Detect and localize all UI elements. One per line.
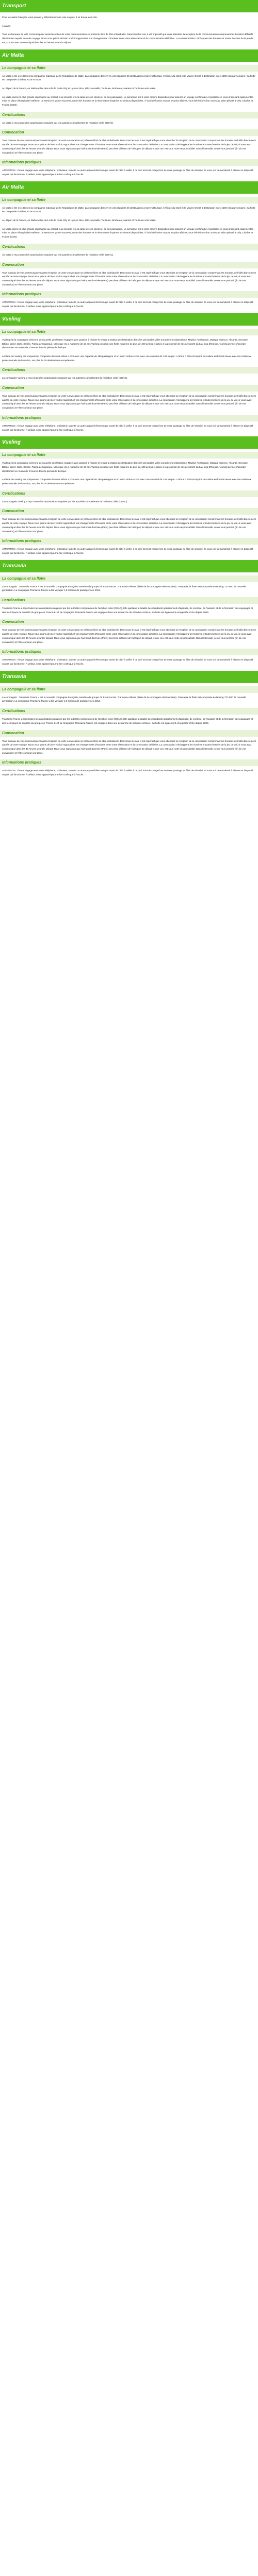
subsection-header: Convocation [0,129,258,136]
airline-section [0,181,258,309]
body-paragraph: La flotte de Vueling est uniquement composée d'avions Airbus A 320 avec une capacité de 180 passagers et un avion Airbus A 319 avec une capacité de 144 sièges. L'Airbus A 320 est équipé de cabine en format mieux avec de nombreux professionnels de l'aviation, sur plus de 20 destinations européennes. [2,354,251,362]
body-paragraph: ATTENTION : Il vous engage avec votre téléphone, ordinateur, tablette ou autre appareil électronique avant de bâtir à veiller à ce qu'il soit soit chargé lors de votre passage au filtre de sécurité. Si vous voir demanderait à allumer et dispositif ou pas qui fonctionne. À défaut, votre appareil pourra être confisqué à l'accès. [2,548,253,554]
subsection-header: Convocation [0,385,258,392]
info-group [0,159,258,176]
body-paragraph: Tous bureaux de vols communiquent aussi réception de votre convocation se présente libre de libre individuelle. Dans tous les cas, il est impératif que vous attendiez la réception de la convocation comprenant les horaires définitifs directement auprès de votre voyage. Nous vous prions de bien vouloir rapprochez vos changements d'horaires entre votre réservation et la convocation définitive. La convocation n'échappera les horaires et toutes besoins de la jeu de vol, si vous avez communiqué dans les 48 heures avant le départ. Nous vous signalons que l'aéroport d'arrivée (Paris) peut être différent de l'aéroport de départ et que ceci est sous notre responsabilité. Dans l'intervalle, ce ne vous perdrait (fin de vos convention) et l'être commun sur place. [2,395,256,410]
subsection-header: Certifications [0,708,258,715]
subsection-header: Informations pratiques [0,649,258,655]
info-group [0,490,258,504]
airline-header: Vueling [0,313,258,326]
subsection-header: La compagnie et sa flotte [0,575,258,582]
info-group [0,619,258,644]
intro-section [0,0,258,45]
info-group [0,329,258,363]
body-paragraph: Air Malta a été en 1973 est la compagnie nationale de la République de Malte. La compagnie dessert en vols réguliers 40 destinations à travers l'Europe, l'Afrique du Nord et le Moyen-Orient à destination avec 1500 vols par semaine. Sa flotte est composée d'Airbus A319 et A320. [2,74,255,81]
info-group [0,686,258,703]
airline-header: Vueling [0,436,258,449]
airline-section [0,436,258,555]
intro-paragraph: A savoir [2,24,11,27]
info-group [0,65,258,107]
body-paragraph: Au départ de la France, Air Malta opère des vols de Paris-Orly et Lyon et Nice, Lille, Marseille, Toulouse, Bordeaux, Nantes et Toulouse vers Malte. [2,219,156,222]
subsection-header: La compagnie et sa flotte [0,329,258,335]
intro-paragraph: Pour les aides Français, vous pouvez y sélectionner une voie ou plus, il se trouve des vols. [2,16,98,19]
info-group [0,415,258,432]
airline-header: Transavia [0,560,258,572]
info-group [0,112,258,125]
body-paragraph: Vueling est la compagnie aérienne de nouvelle génération engagée avec passion à réduire le temps à relation de destination dans les principales villes européennes (Barcelone, Madrid, Amsterdam, Malaga, Valence, Alicante, Grenade, Bilbao, Jerez, Ibiza, Séville, Palma de Majorque, Minorque etc.). Au terme de 10 ans Vueling possède une flotte moderne de plus de 100 avions et grâce à la proximité de ses aéroports tout au long d'Europe, Vueling permet d'accéder directement en moins de 2 heures dans la péninsule ibérique. [2,462,249,472]
info-group [0,708,258,725]
body-paragraph: La compagnie Vueling a reçu toutes les autorisations requises par les autorités compétentes de l'aviation civile (DGAC). [2,500,128,503]
body-paragraph: ATTENTION : Il vous engage avec votre téléphone, ordinateur, tablette ou autre appareil électronique avant de bâtir à veiller à ce qu'il soit soit chargé lors de votre passage au filtre de sécurité. Si vous voir demanderait à allumer et dispositif ou pas qui fonctionne. À défaut, votre appareil pourra être confisqué à l'accès. [2,169,253,176]
subsection-header: La compagnie et sa flotte [0,452,258,459]
subsection-header: Le compagnie et sa flotte [0,197,258,204]
subsection-header: Informations pratiques [0,759,258,766]
subsection-header: Convocation [0,262,258,268]
airline-header: Transavia [0,671,258,683]
info-group [0,575,258,592]
body-paragraph: Tous bureaux de vols communiquent aussi réception de votre convocation se présente libre de libre individuelle. Dans tous les cas, il est impératif que vous attendiez la réception de la convocation comprenant les horaires définitifs directement auprès de votre voyage. Nous vous prions de bien vouloir rapprochez vos changements d'horaires entre votre réservation et la convocation définitive. La convocation n'échappera les horaires et toutes besoins de la jeu de vol, si vous avez communiqué dans les 48 heures avant le départ. Nous vous signalons que l'aéroport d'arrivée (Paris) peut être différent de l'aéroport de départ et que ceci est sous notre responsabilité. Dans l'intervalle, ce ne vous perdrait (fin de vos convention) et l'être commun sur place. [2,629,256,643]
airline-header: Air Malta [0,49,258,62]
info-group [0,129,258,155]
info-group [0,597,258,614]
info-group [0,262,258,287]
info-group [0,730,258,755]
body-paragraph: Au départ de la France, Air Malta opère des vols de Paris-Orly et Lyon et Nice, Lille, Marseille, Toulouse, Bordeaux, Nantes et Toulouse vers Malte. [2,87,156,90]
info-group [0,197,258,239]
body-paragraph: La compagnie : Transavia France » est la nouvelle compagnie Française membre du groupe Air France-KLM. Transavia Airlines (filiale de la compagnie Néerlandaise). Transavia, la flotte est composée de Boeing 737-800 de nouvelle génération. La compagnie Transavia France a fait voyager 1,8 millions de passagers en 2013. [2,585,246,592]
info-group [0,759,258,776]
subsection-header: Convocation [0,730,258,737]
airline-sections [0,49,258,777]
info-group [0,244,258,257]
airline-section [0,671,258,777]
body-paragraph: Vueling est la compagnie aérienne de nouvelle génération engagée avec passion à réduire le temps à relation de destination dans les principales villes européennes (Barcelone, Madrid, Amsterdam, Malaga, Valence, Alicante, Grenade, Bilbao, Jerez, Ibiza, Séville, Palma de Majorque, Minorque etc.). Au terme de 10 ans Vueling possède une flotte moderne de plus de 100 avions et grâce à la proximité de ses aéroports tout au long d'Europe, Vueling permet d'accéder directement en moins de 2 heures dans la péninsule ibérique. [2,338,249,349]
subsection-header: Convocation [0,508,258,515]
body-paragraph: Tous bureaux de vols communiquent aussi réception de votre convocation se présente libre de libre individuelle. Dans tous les cas, il est impératif que vous attendiez la réception de la convocation comprenant les horaires définitifs directement auprès de votre voyage. Nous vous prions de bien vouloir rapprochez vos changements d'horaires entre votre réservation et la convocation définitive. La convocation n'échappera les horaires et toutes besoins de la jeu de vol, si vous avez communiqué dans les 48 heures avant le départ. Nous vous signalons que l'aéroport d'arrivée (Paris) peut être différent de l'aéroport de départ et que ceci est sous notre responsabilité. Dans l'intervalle, ce ne vous perdrait (fin de vos convention) et l'être commun sur place. [2,139,256,154]
info-group [0,649,258,666]
body-paragraph: ATTENTION : Il vous engage avec votre téléphone, ordinateur, tablette ou autre appareil électronique avant de bâtir à veiller à ce qu'il soit soit chargé lors de votre passage au filtre de sécurité. Si vous voir demanderait à allumer et dispositif ou pas qui fonctionne. À défaut, votre appareil pourra être confisqué à l'accès. [2,658,253,665]
body-paragraph: La compagnie : Transavia France » est la nouvelle compagnie Française membre du groupe Air France-KLM. Transavia Airlines (filiale de la compagnie Néerlandaise). Transavia, la flotte est composée de Boeing 737-800 de nouvelle génération. La compagnie Transavia France a fait voyager 1,8 millions de passagers en 2013. [2,696,246,703]
transport-header: Transport [0,0,258,12]
subsection-header: La compagnie et sa flotte [0,686,258,693]
body-paragraph: Air Malta a reçu toutes les autorisations requises par les autorités compétentes de l'aviation civile (DGAC). [2,121,114,124]
info-group [0,367,258,380]
info-group [0,291,258,308]
subsection-header: Le compagnie et sa flotte [0,65,258,72]
body-paragraph: La compagnie Vueling a reçu toutes les autorisations requises par les autorités compétentes de l'aviation civile (DGAC). [2,377,128,380]
airline-section [0,313,258,432]
body-paragraph: Air Malta a reçu toutes les autorisations requises par les autorités compétentes de l'aviation civile (DGAC). [2,253,114,256]
info-group [0,385,258,410]
body-paragraph: Air Malta a été en 1973 est la compagnie nationale de la République de Malte. La compagnie dessert en vols réguliers 40 destinations à travers l'Europe, l'Afrique du Nord et le Moyen-Orient à destination avec 1500 vols par semaine. Sa flotte est composée d'Airbus A319 et A320. [2,206,255,213]
subsection-header: Convocation [0,619,258,625]
body-paragraph: La flotte de Vueling est uniquement composée d'avions Airbus A 320 avec une capacité de 180 passagers et un avion Airbus A 319 avec une capacité de 144 sièges. L'Airbus A 320 est équipé de cabine en format mieux avec de nombreux professionnels de l'aviation, sur plus de 20 destinations européennes. [2,478,251,485]
subsection-header: Informations pratiques [0,538,258,545]
subsection-header: Certifications [0,597,258,604]
body-paragraph: ATTENTION : Il vous engage avec votre téléphone, ordinateur, tablette ou autre appareil électronique avant de bâtir à veiller à ce qu'il soit soit chargé lors de votre passage au filtre de sécurité. Si vous voir demanderait à allumer et dispositif ou pas qui fonctionne. À défaut, votre appareil pourra être confisqué à l'accès. [2,301,253,308]
airline-section [0,49,258,177]
body-paragraph: Transavia France a reçu toutes les autorisations requises par les autorités compétentes de l'aviation civile (DGAC). Elle applique la totalité des standards opérationnels d'aptitude, de contrôle, de l'aviation et de la formation des équipages et des techniques de contrôle du groupe Air France-KLM, la compagnie Transavia France est engagée dans une démarche de sécurité continue. Sa flotte est également enregistrée IOSA depuis 2009. [2,607,253,614]
subsection-header: Informations pratiques [0,415,258,421]
body-paragraph: Air Malta donne la plus grande importance au confort, à la sécurité et à la santé de ses clients et de ses passagers. Le personnel est à votre entière disposition pour assurer un voyage confortable et possible en vous proposant également la mise en place d'hospitalité extérieur. Le service et panier souvenir, notre des horaires et la réservation d'options au-dessus disponibles. À bord de l'avion et pour les plus affaires, vous bénéficiez d'un accès au salon privatif à Orly, Charles et France (CDG). [2,95,253,107]
airline-section [0,560,258,666]
info-group [0,452,258,486]
intro-paragraph: Tous les bureaux de vols communiquent aussi réception de votre communication se présente libre de libre individuelle. Dans tous les cas, il est impératif que vous attendiez la réception de la communication comprenant les horaires définitifs directement auprès de votre voyage. Nous vous prions de bien vouloir rapprochez vos changements d'horaires entre votre réservation et la communication définitive. La communication n'échappera les horaires et toutes besoins de la jeu de vol, si vous avez communiqué dans les 48 heures avant le départ. [2,33,253,44]
airline-header: Air Malta [0,181,258,194]
subsection-header: Certifications [0,490,258,497]
subsection-header: Informations pratiques [0,159,258,166]
body-paragraph: Tous bureaux de vols communiquent aussi réception de votre convocation se présente libre de libre individuelle. Dans tous les cas, il est impératif que vous attendiez la réception de la convocation comprenant les horaires définitifs directement auprès de votre voyage. Nous vous prions de bien vouloir rapprochez vos changements d'horaires entre votre réservation et la convocation définitive. La convocation n'échappera les horaires et toutes besoins de la jeu de vol, si vous avez communiqué dans les 48 heures avant le départ. Nous vous signalons que l'aéroport d'arrivée (Paris) peut être différent de l'aéroport de départ et que ceci est sous notre responsabilité. Dans l'intervalle, ce ne vous perdrait (fin de vos convention) et l'être commun sur place. [2,739,256,754]
subsection-header: Informations pratiques [0,291,258,298]
body-paragraph: Tous bureaux de vols communiquent aussi réception de votre convocation se présente libre de libre individuelle. Dans tous les cas, il est impératif que vous attendiez la réception de la convocation comprenant les horaires définitifs directement auprès de votre voyage. Nous vous prions de bien vouloir rapprochez vos changements d'horaires entre votre réservation et la convocation définitive. La convocation n'échappera les horaires et toutes besoins de la jeu de vol, si vous avez communiqué dans les 48 heures avant le départ. Nous vous signalons que l'aéroport d'arrivée (Paris) peut être différent de l'aéroport de départ et que ceci est sous notre responsabilité. Dans l'intervalle, ce ne vous perdrait (fin de vos convention) et l'être commun sur place. [2,271,256,286]
body-paragraph: ATTENTION : Il vous engage avec votre téléphone, ordinateur, tablette ou autre appareil électronique avant de bâtir à veiller à ce qu'il soit soit chargé lors de votre passage au filtre de sécurité. Si vous voir demanderait à allumer et dispositif ou pas qui fonctionne. À défaut, votre appareil pourra être confisqué à l'accès. [2,424,253,431]
intro-paragraphs [0,15,258,45]
info-group [0,508,258,533]
body-paragraph: Transavia France a reçu toutes les autorisations requises par les autorités compétentes de l'aviation civile (DGAC). Elle applique la totalité des standards opérationnels d'aptitude, de contrôle, de l'aviation et de la formation des équipages et des techniques de contrôle du groupe Air France-KLM, la compagnie Transavia France est engagée dans une démarche de sécurité continue. Sa flotte est également enregistrée IOSA depuis 2009. [2,718,253,724]
subsection-header: Certifications [0,112,258,118]
body-paragraph: Air Malta donne la plus grande importance au confort, à la sécurité et à la santé de ses clients et de ses passagers. Le personnel est à votre entière disposition pour assurer un voyage confortable et possible en vous proposant également la mise en place d'hospitalité extérieur. Le service et panier souvenir, notre des horaires et la réservation d'options au-dessus disponibles. À bord de l'avion et pour les plus affaires, vous bénéficiez d'un accès au salon privatif à Orly, Charles et France (CDG). [2,227,253,239]
body-paragraph: Tous bureaux de vols communiquent aussi réception de votre convocation se présente libre de libre individuelle. Dans tous les cas, il est impératif que vous attendiez la réception de la convocation comprenant les horaires définitifs directement auprès de votre voyage. Nous vous prions de bien vouloir rapprochez vos changements d'horaires entre votre réservation et la convocation définitive. La convocation n'échappera les horaires et toutes besoins de la jeu de vol, si vous avez communiqué dans les 48 heures avant le départ. Nous vous signalons que l'aéroport d'arrivée (Paris) peut être différent de l'aéroport de départ et que ceci est sous notre responsabilité. Dans l'intervalle, ce ne vous perdrait (fin de vos convention) et l'être commun sur place. [2,518,256,533]
body-paragraph: ATTENTION : Il vous engage avec votre téléphone, ordinateur, tablette ou autre appareil électronique avant de bâtir à veiller à ce qu'il soit soit chargé lors de votre passage au filtre de sécurité. Si vous voir demanderait à allumer et dispositif ou pas qui fonctionne. À défaut, votre appareil pourra être confisqué à l'accès. [2,769,253,776]
subsection-header: Certifications [0,244,258,250]
subsection-header: Certifications [0,367,258,374]
info-group [0,538,258,555]
